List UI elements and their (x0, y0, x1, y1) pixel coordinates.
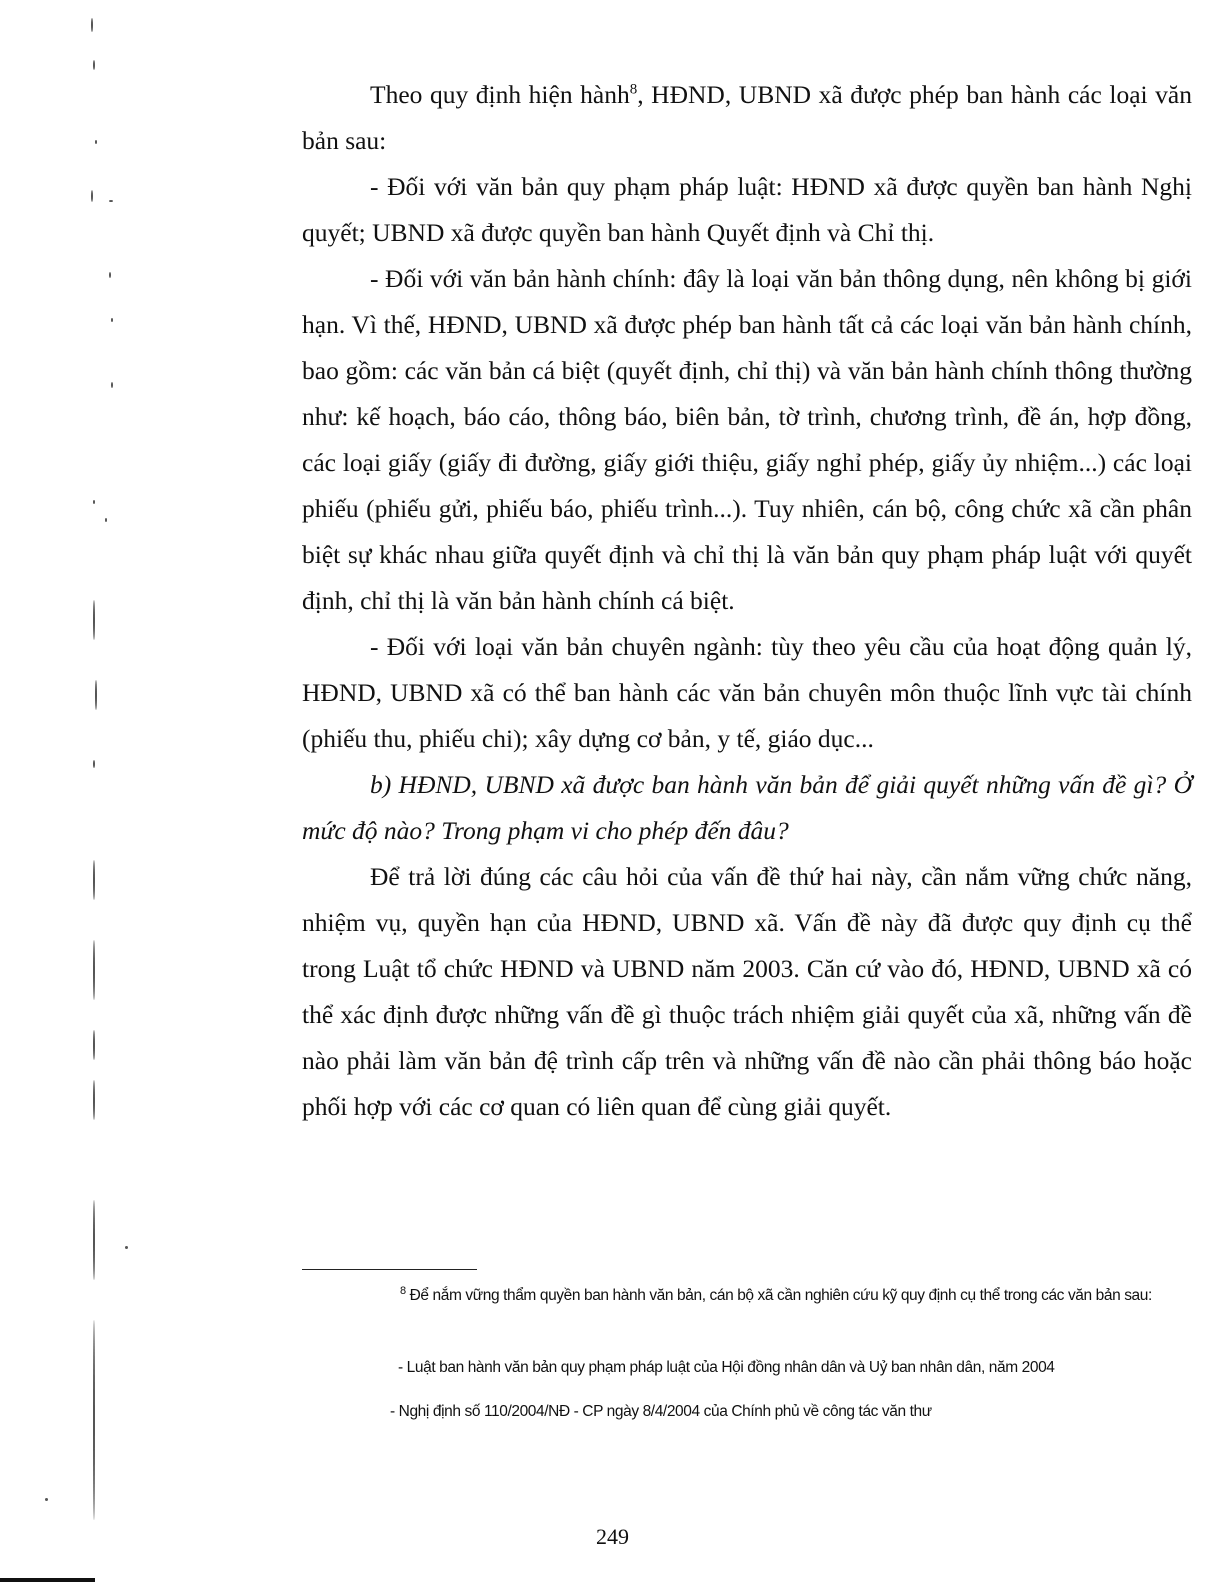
footnote-item: - Luật ban hành văn bản quy phạm pháp luật của Hội đồng nhân dân và Uỷ ban nhân dân, năm 2004 (398, 1359, 1055, 1376)
section-heading-b: b) HĐND, UBND xã được ban hành văn bản để giải quyết những vấn đề gì? Ở mức độ nào? Trong phạm vi cho phép đến đâu? (302, 770, 1192, 845)
paragraph-1-lead: Theo quy định hiện hành (370, 80, 630, 109)
scan-bottom-bar (0, 1578, 95, 1582)
paragraph-1-rest: , HĐND, UBND xã được phép ban hành các loại văn bản sau: (302, 80, 1192, 155)
footnotes (330, 1282, 1192, 1420)
page-number: 249 (596, 1524, 629, 1549)
footnote-8 (330, 1282, 1192, 1310)
document-body (302, 72, 1192, 1130)
scan-edge-marks (85, 0, 125, 1585)
footnote-item: - Nghị định số 110/2004/NĐ - CP ngày 8/4/2004 của Chính phủ về công tác văn thư (390, 1403, 932, 1420)
paragraph-1 (302, 72, 1192, 164)
footnote-separator (302, 1269, 477, 1270)
footnote-reference: 8 (629, 81, 638, 98)
paragraph-3: - Đối với văn bản hành chính: đây là loại văn bản thông dụng, nên không bị giới hạn. Vì thế, HĐND, UBND xã được phép ban hành tất cả các loại văn bản hành chính, bao gồm: các văn bản cá biệt (quyết định, chỉ thị) và văn bản hành chính thông thường như: kế hoạch, báo cáo, thông báo, biên bản, tờ trình, chương trình, đề án, hợp đồng, các loại giấy (giấy đi đường, giấy giới thiệu, giấy nghỉ phép, giấy ủy nhiệm...) các loại phiếu (phiếu gửi, phiếu báo, phiếu trình...). Tuy nhiên, cán bộ, công chức xã cần phân biệt sự khác nhau giữa quyết định và chỉ thị là văn bản quy phạm pháp luật với quyết định, chỉ thị là văn bản hành chính cá biệt. (302, 264, 1192, 615)
paragraph-6: Để trả lời đúng các câu hỏi của vấn đề thứ hai này, cần nắm vững chức năng, nhiệm vụ, quyền hạn của HĐND, UBND xã. Vấn đề này đã được quy định cụ thể trong Luật tổ chức HĐND và UBND năm 2003. Căn cứ vào đó, HĐND, UBND xã có thể xác định được những vấn đề gì thuộc trách nhiệm giải quyết của xã, những vấn đề nào phải làm văn bản đệ trình cấp trên và những vấn đề nào cần phải thông báo hoặc phối hợp với các cơ quan có liên quan để cùng giải quyết. (302, 862, 1192, 1121)
footnote-text: Để nắm vững thẩm quyền ban hành văn bản, cán bộ xã cần nghiên cứu kỹ quy định cụ thể trong các văn bản sau: (405, 1287, 1152, 1304)
paragraph-4: - Đối với loại văn bản chuyên ngành: tùy theo yêu cầu của hoạt động quản lý, HĐND, UBND xã có thể ban hành các văn bản chuyên môn thuộc lĩnh vực tài chính (phiếu thu, phiếu chi); xây dựng cơ bản, y tế, giáo dục... (302, 632, 1192, 753)
footnote-marker: 8 (400, 1284, 406, 1297)
paragraph-2: - Đối với văn bản quy phạm pháp luật: HĐND xã được quyền ban hành Nghị quyết; UBND xã được quyền ban hành Quyết định và Chỉ thị. (302, 172, 1192, 247)
